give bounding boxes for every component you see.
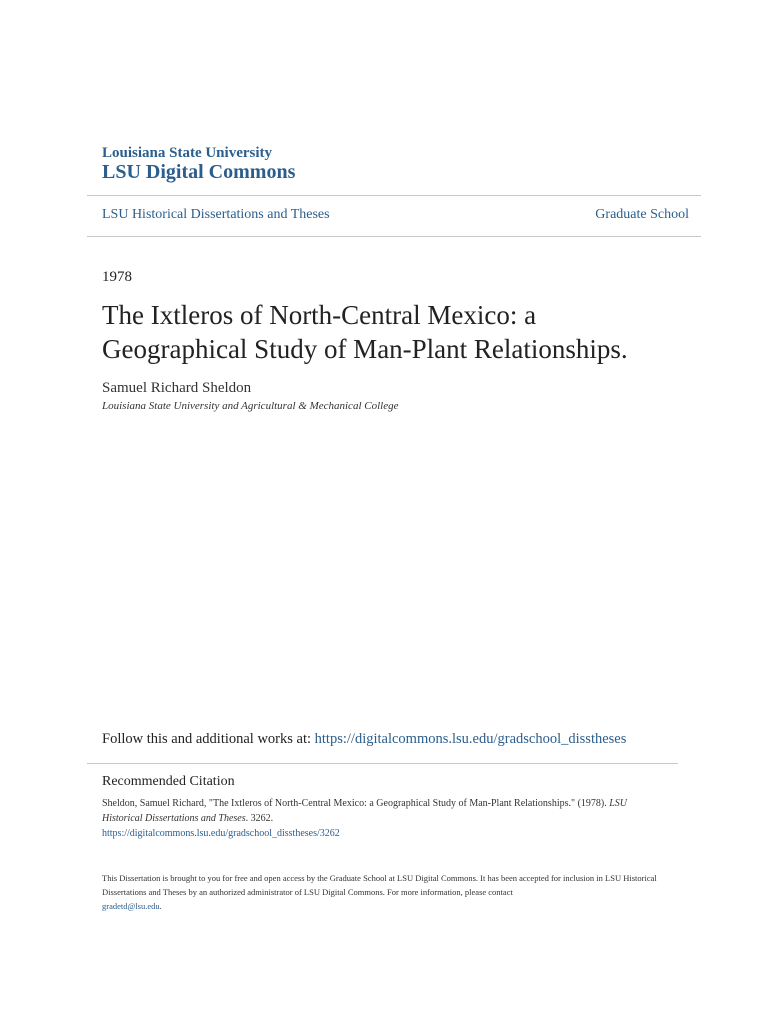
collection-link[interactable]: LSU Historical Dissertations and Theses [102,207,330,222]
access-end: . [159,901,162,911]
citation-body [102,796,662,841]
access-statement [102,871,662,913]
contact-email-link[interactable]: gradetd@lsu.edu [102,901,160,911]
title-line-2: Geographical Study of Man-Plant Relationships. [102,334,628,364]
citation-number: . 3262. [245,813,274,824]
university-name: Louisiana State University [102,145,273,161]
graduate-school-link[interactable]: Graduate School [595,207,689,222]
citation-text: Sheldon, Samuel Richard, "The Ixtleros of North-Central Mexico: a Geographical Study of Man-Plant Relationships." (1978). [102,798,607,809]
publication-year: 1978 [102,269,132,285]
follow-prefix: Follow this and additional works at: [102,731,312,747]
follow-works [102,731,626,748]
citation-divider [87,763,678,764]
citation-url-link[interactable]: https://digitalcommons.lsu.edu/gradschool_disstheses/3262 [102,828,340,839]
citation-series: LSU Historical Dissertations and Theses [102,798,628,824]
collection-url-link[interactable]: https://digitalcommons.lsu.edu/gradschool_disstheses [314,731,627,747]
top-divider [87,195,701,196]
repository-link[interactable]: LSU Digital Commons [102,161,296,183]
citation-heading: Recommended Citation [102,774,235,789]
title-line-1: The Ixtleros of North-Central Mexico: a [102,300,537,330]
nav-divider [87,236,701,237]
document-title [102,298,702,366]
access-text: This Dissertation is brought to you for free and open access by the Graduate School at LSU Digital Commons. It has been accepted for inclusion in LSU Historical Dissertations and Theses by an authorized administrator of LSU Digital Commons. For more information, please contact [102,873,657,897]
author-affiliation: Louisiana State University and Agricultural & Mechanical College [102,400,399,412]
author-name: Samuel Richard Sheldon [102,380,252,396]
